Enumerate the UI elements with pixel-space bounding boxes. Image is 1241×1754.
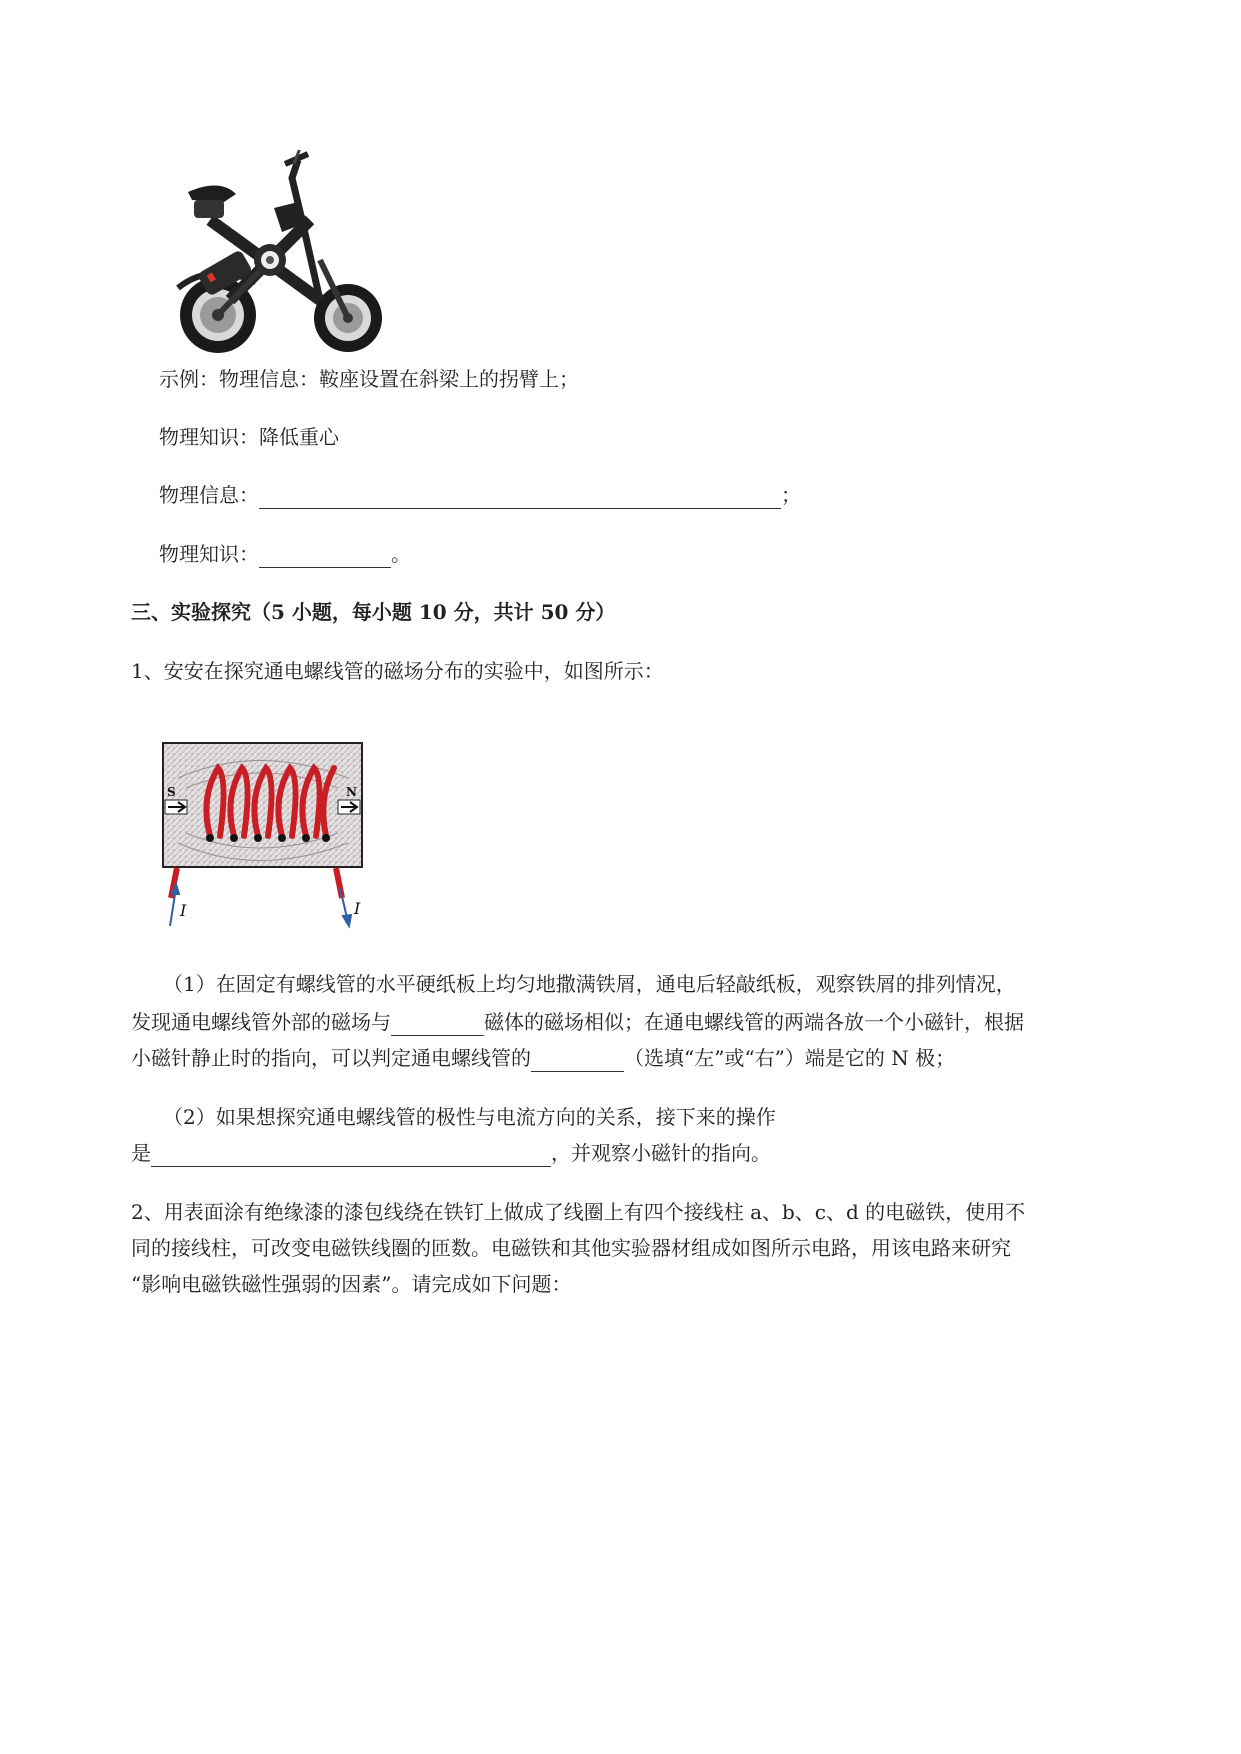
- q1-part1-text-b: 磁体的磁场相似；在通电螺线管的两端各放一个小磁针，根据: [484, 1010, 1024, 1034]
- q1-part2-line2: [131, 1139, 771, 1167]
- example-info-line: 示例：物理信息：鞍座设置在斜梁上的拐臂上；: [159, 367, 579, 391]
- q1-part1-line1: （1）在固定有螺线管的水平硬纸板上均匀地撒满铁屑，通电后轻敲纸板，观察铁屑的排列情况，: [163, 972, 1016, 996]
- answer-info-blank[interactable]: [259, 486, 781, 509]
- solenoid-figure: [158, 738, 373, 930]
- answer-info-line: [159, 481, 801, 509]
- solenoid-left-pole: S: [167, 785, 176, 799]
- current-label-left: I: [180, 901, 187, 920]
- q2-line2: 同的接线柱，可改变电磁铁线圈的匝数。电磁铁和其他实验器材组成如图所示电路，用该电路来研究: [131, 1236, 1011, 1260]
- q1-blank-magnet-type[interactable]: [391, 1013, 484, 1036]
- q2-line3: “影响电磁铁磁性强弱的因素”。请完成如下问题：: [131, 1272, 572, 1296]
- section-title: 三、实验探究（5 小题，每小题 10 分，共计 50 分）: [131, 600, 616, 624]
- q1-part1-line2: [131, 1008, 1024, 1036]
- q1-part1-text-d: （选填“左”或“右”）端是它的 N 极；: [624, 1046, 956, 1070]
- q1-part2-text-b: ，并观察小磁针的指向。: [551, 1141, 771, 1165]
- q2-line1: 2、用表面涂有绝缘漆的漆包线绕在铁钉上做成了线圈上有四个接线柱 a、b、c、d 的电磁铁，使用不: [131, 1200, 1026, 1224]
- current-label-right: I: [354, 899, 361, 918]
- answer-knowledge-end: 。: [391, 542, 411, 566]
- answer-knowledge-label: 物理知识：: [159, 542, 259, 566]
- answer-knowledge-blank[interactable]: [259, 545, 391, 568]
- q1-part1-text-c: 小磁针静止时的指向，可以判定通电螺线管的: [131, 1046, 531, 1070]
- q1-blank-end-side[interactable]: [531, 1049, 624, 1072]
- answer-info-label: 物理信息：: [159, 483, 259, 507]
- q1-part1-text-a: 发现通电螺线管外部的磁场与: [131, 1010, 391, 1034]
- q1-part2-line1: （2）如果想探究通电螺线管的极性与电流方向的关系，接下来的操作: [163, 1105, 776, 1129]
- q1-blank-operation[interactable]: [151, 1144, 551, 1167]
- q1-part1-line3: [131, 1044, 955, 1072]
- solenoid-right-pole: N: [346, 785, 357, 799]
- folding-bicycle-image: [170, 150, 390, 360]
- q1-stem: 1、安安在探究通电螺线管的磁场分布的实验中，如图所示：: [131, 659, 664, 683]
- answer-knowledge-line: [159, 540, 411, 568]
- example-knowledge-line: 物理知识：降低重心: [159, 425, 339, 449]
- q1-part2-text-a: 是: [131, 1141, 151, 1165]
- answer-info-end: ；: [781, 483, 801, 507]
